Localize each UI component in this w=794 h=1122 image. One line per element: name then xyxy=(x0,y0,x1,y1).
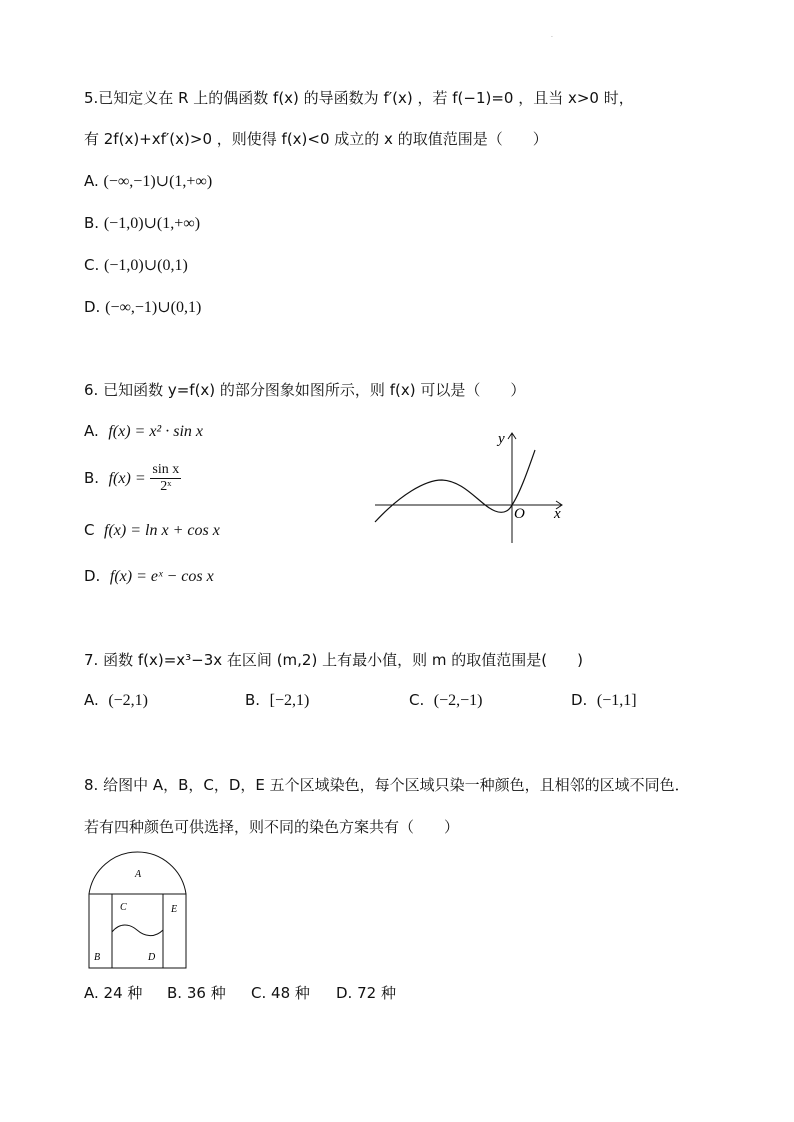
option-letter: A. xyxy=(84,984,99,1002)
q5-option-c[interactable] xyxy=(84,255,188,276)
option-letter: A. xyxy=(84,172,99,190)
option-value: 48 种 xyxy=(271,984,310,1002)
region-label-b: B xyxy=(94,952,101,963)
option-letter: C xyxy=(84,521,95,539)
q6-function-graph xyxy=(370,425,570,550)
option-letter: A. xyxy=(84,422,99,440)
option-letter: B. xyxy=(84,469,100,487)
option-value: (−∞,−1)∪(1,+∞) xyxy=(103,173,213,190)
option-value: (−∞,−1)∪(0,1) xyxy=(105,299,202,316)
q7-option-b[interactable] xyxy=(245,690,309,711)
region-label-e: E xyxy=(171,904,178,915)
q5-option-b[interactable] xyxy=(84,213,200,234)
option-letter: B. xyxy=(245,691,261,709)
option-value: 24 种 xyxy=(103,984,143,1002)
q8-option-a[interactable] xyxy=(84,983,142,1003)
q5-stem-line2: 有 2f(x)+xf′(x)>0 ，则使得 f(x)<0 成立的 x 的取值范围是（ ） xyxy=(84,130,548,148)
option-value: 36 种 xyxy=(186,984,226,1002)
x-axis-label: x xyxy=(554,506,561,522)
option-value: (−1,0)∪(0,1) xyxy=(104,257,188,274)
region-label-d: D xyxy=(148,952,156,963)
q6-option-b[interactable] xyxy=(84,462,181,495)
q5-option-d[interactable] xyxy=(84,297,201,318)
q6-stem: 6. 已知函数 y=f(x) 的部分图象如图所示，则 f(x) 可以是（ ） xyxy=(84,381,526,399)
q8-option-c[interactable] xyxy=(251,983,310,1003)
q8-stem-line1: 8. 给图中 A，B，C，D，E 五个区域染色，每个区域只染一种颜色，且相邻的区域不同色． xyxy=(84,776,690,794)
option-letter: C. xyxy=(409,691,425,709)
q7-option-a[interactable] xyxy=(84,690,148,711)
option-value: f(x) = ln x + cos x xyxy=(104,522,220,539)
option-value: (−1,0)∪(1,+∞) xyxy=(103,215,201,232)
q5-option-a[interactable] xyxy=(84,171,212,192)
q8-region-diagram xyxy=(85,842,191,972)
option-fraction xyxy=(150,462,181,495)
region-label-c: C xyxy=(120,902,127,913)
q7-option-c[interactable] xyxy=(409,690,483,711)
origin-label: O xyxy=(514,506,525,522)
option-value: [−2,1) xyxy=(269,692,310,709)
option-value: 72 种 xyxy=(357,984,396,1002)
option-letter: B. xyxy=(167,984,183,1002)
fraction-numerator: sin x xyxy=(152,462,180,477)
q6-option-d[interactable] xyxy=(84,566,214,587)
fraction-denominator: 2ˣ xyxy=(160,479,172,494)
divider-c-d-curve xyxy=(112,925,163,936)
option-letter: B. xyxy=(84,214,100,232)
q5-stem-line1: 5.已知定义在 R 上的偶函数 f(x) 的导函数为 f′(x) ，若 f(−1)=0 ，且当 x>0 时， xyxy=(84,89,634,107)
option-value: f(x) = eˣ − cos x xyxy=(109,568,214,585)
region-label-a: A xyxy=(135,869,142,880)
option-letter: D. xyxy=(84,567,101,585)
option-letter: C. xyxy=(251,984,267,1002)
option-letter: A. xyxy=(84,691,99,709)
page-mark: . xyxy=(551,32,553,39)
q8-option-d[interactable] xyxy=(336,983,396,1003)
q6-option-a[interactable] xyxy=(84,421,203,442)
option-letter: D. xyxy=(571,691,588,709)
q6-option-c[interactable] xyxy=(84,520,220,541)
option-letter: D. xyxy=(336,984,353,1002)
option-value: (−1,1] xyxy=(596,692,637,709)
option-value: f(x) = x² · sin x xyxy=(108,423,203,440)
q8-stem-line2: 若有四种颜色可供选择，则不同的染色方案共有（ ） xyxy=(84,818,460,836)
option-value: (−2,1) xyxy=(108,692,148,709)
option-value: (−2,−1) xyxy=(433,692,483,709)
q8-option-b[interactable] xyxy=(167,983,226,1003)
option-prefix: f(x) = xyxy=(108,470,146,487)
q7-stem: 7. 函数 f(x)=x³−3x 在区间 (m,2) 上有最小值，则 m 的取值范围是( ) xyxy=(84,651,583,669)
q7-option-d[interactable] xyxy=(571,690,637,711)
option-letter: C. xyxy=(84,256,100,274)
option-letter: D. xyxy=(84,298,101,316)
function-curve xyxy=(375,450,535,522)
y-axis-label: y xyxy=(498,431,505,447)
